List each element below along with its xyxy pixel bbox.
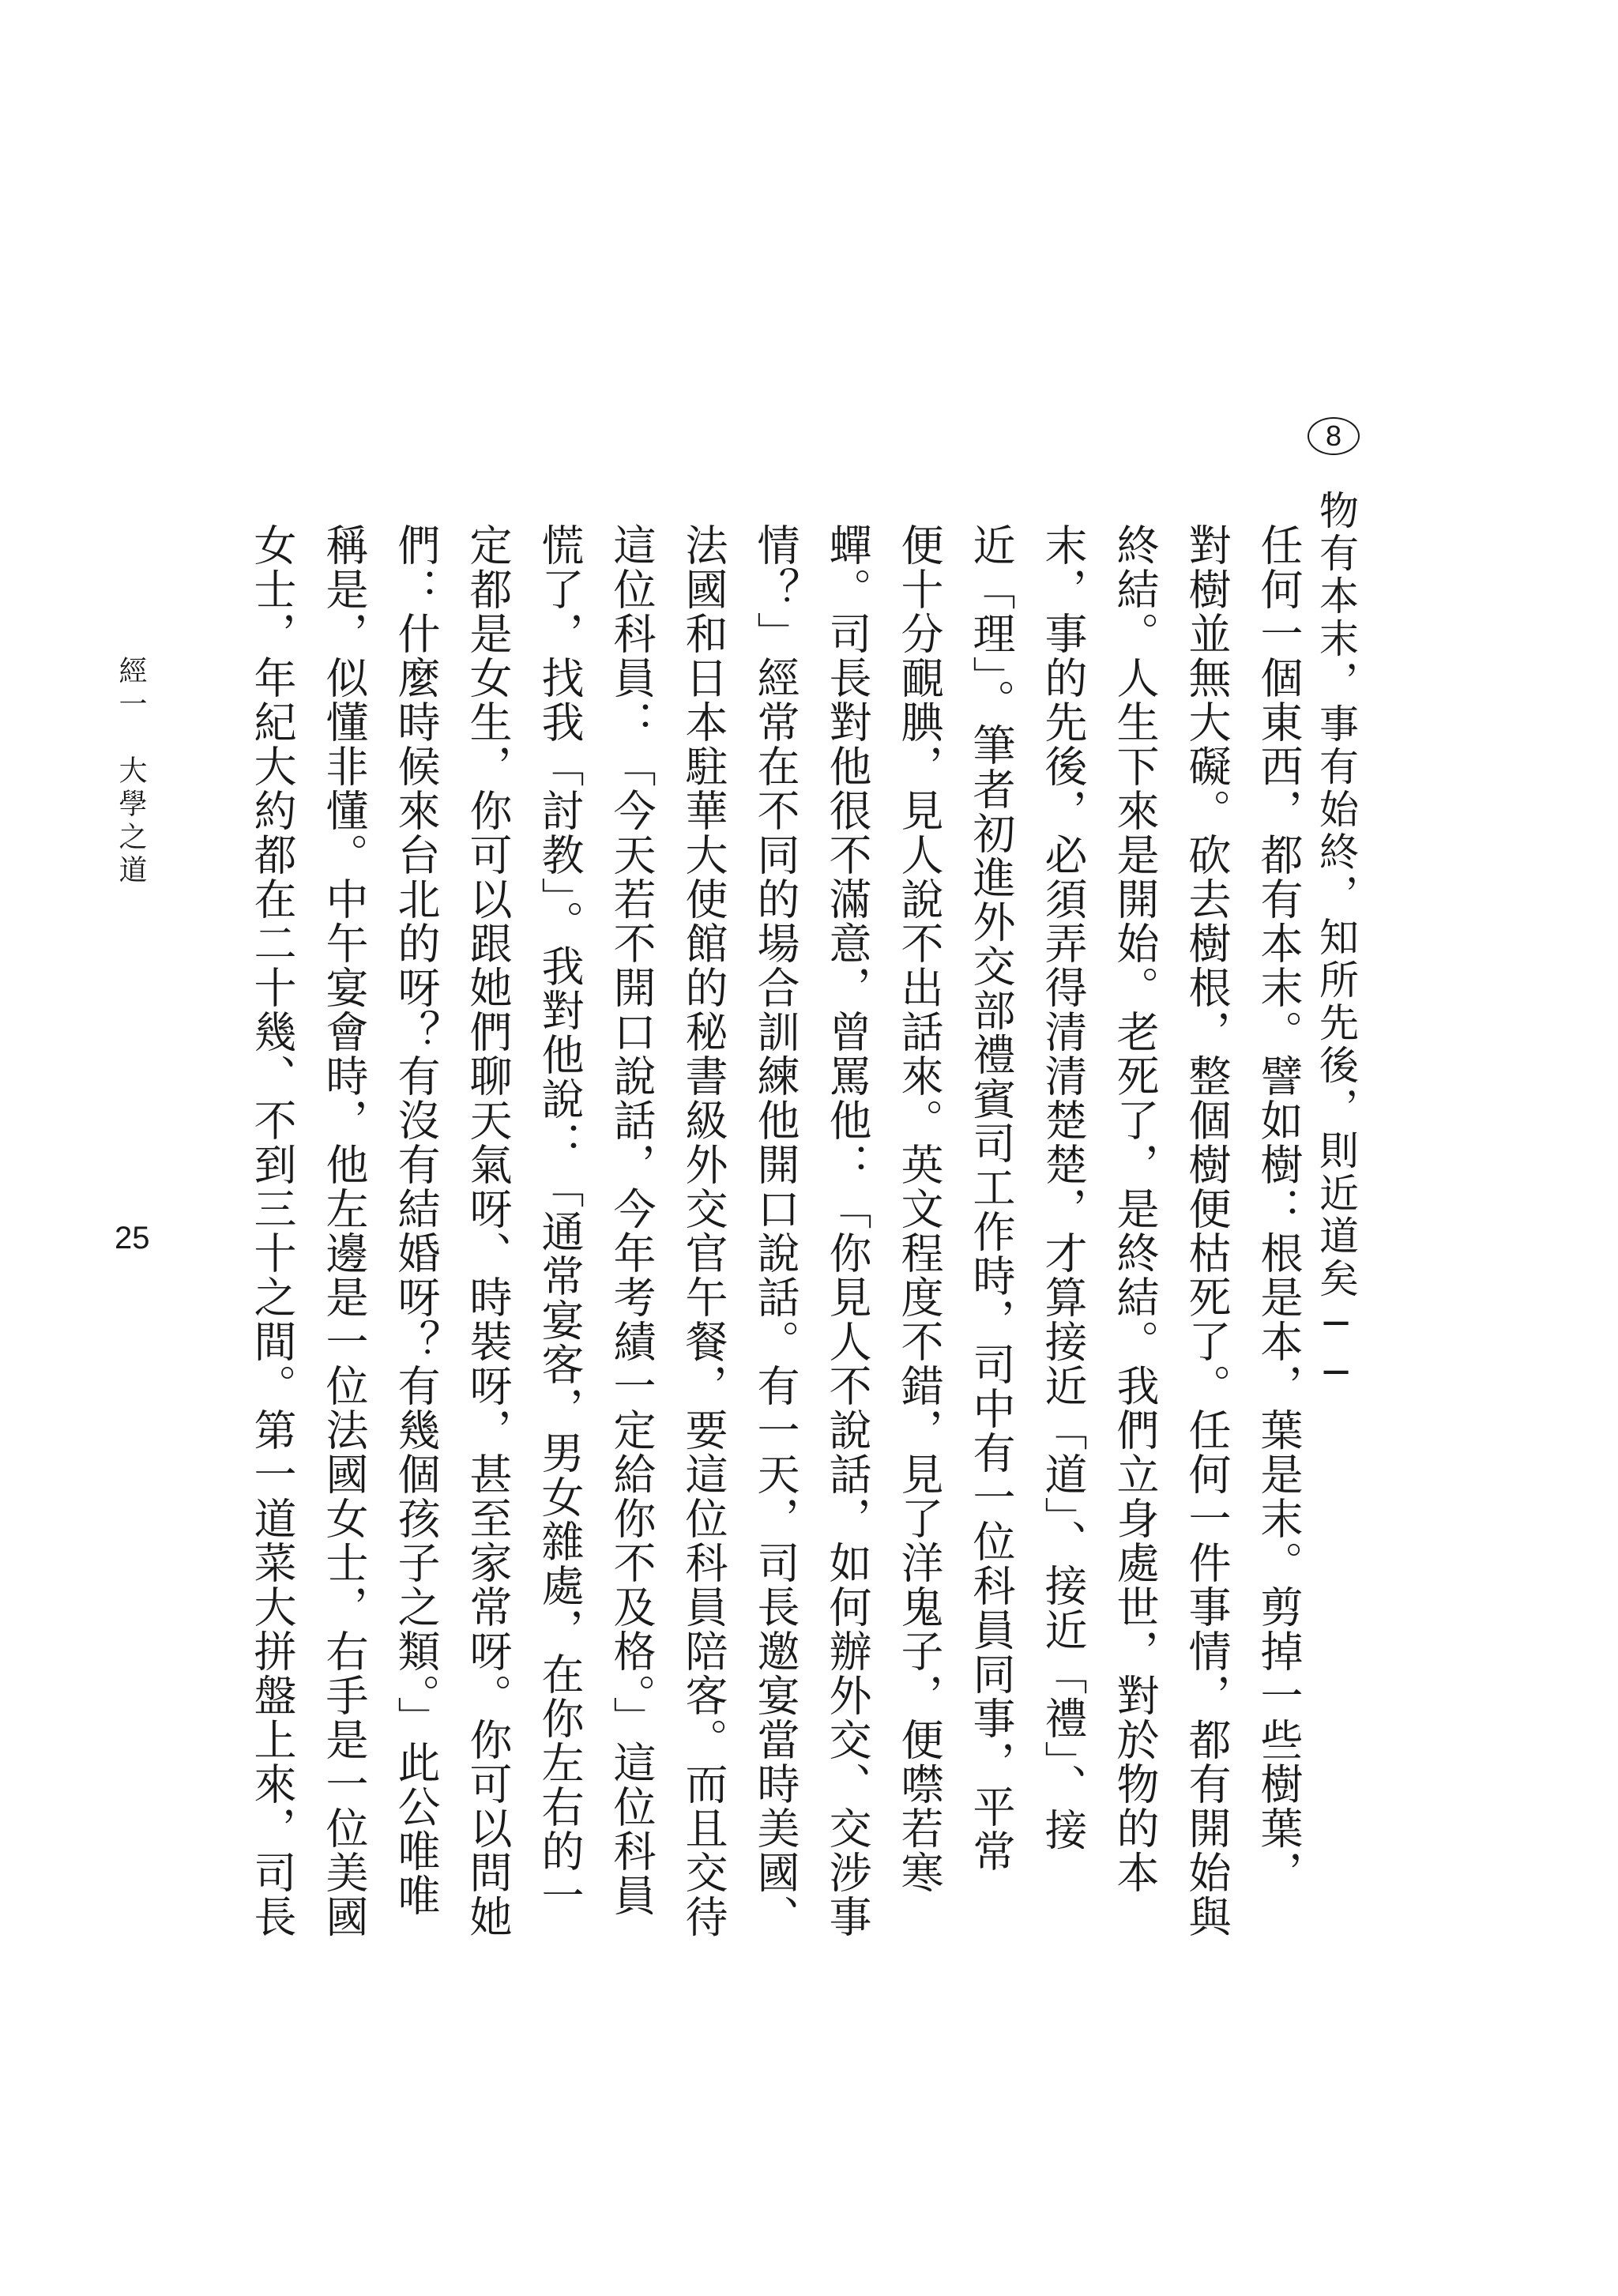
body-line: 末，事的先後，必須弄得清清楚楚，才算接近「道」、接近「禮」、接 xyxy=(1038,523,1088,1852)
page-number-text: 25 xyxy=(115,1221,150,1255)
body-line: 蟬。司長對他很不滿意，曾罵他：「你見人不說話，如何辦外交、交涉事 xyxy=(822,523,872,1939)
body-line: 便十分靦腆，見人說不出話來。英文程度不錯，見了洋鬼子，便噤若寒 xyxy=(894,523,944,1895)
body-line: 任何一個東西，都有本末。譬如樹：根是本，葉是末。剪掉一些樹葉， xyxy=(1254,523,1304,1895)
running-head: 經一 大學之道 xyxy=(115,656,147,888)
body-line: 法國和日本駐華大使館的秘書級外交官午餐，要這位科員陪客。而且交待 xyxy=(679,523,728,1939)
body-line: 定都是女生，你可以跟她們聊天氣呀、時裝呀，甚至家常呀。你可以問她 xyxy=(463,523,513,1939)
body-line: 情？」經常在不同的場合訓練他開口說話。有一天，司長邀宴當時美國、 xyxy=(751,523,800,1939)
body-line: 對樹並無大礙。砍去樹根，整個樹便枯死了。任何一件事情，都有開始與 xyxy=(1182,523,1232,1939)
body-line: 終結。人生下來是開始。老死了，是終結。我們立身處世，對於物的本 xyxy=(1110,523,1160,1895)
body-line: 們：什麼時候來台北的呀？有沒有結婚呀？有幾個孩子之類。」此公唯唯 xyxy=(391,523,441,1918)
body-line: 這位科員：「今天若不開口說話，今年考績一定給你不及格。」這位科員 xyxy=(607,523,657,1918)
note-number-badge xyxy=(1308,417,1360,455)
note-number: 8 xyxy=(1325,420,1342,452)
section-heading: 物有本末，事有始終，知所先後，則近道矣── xyxy=(1313,490,1359,1398)
page-number xyxy=(115,1221,150,1255)
body-line: 女士，年紀大約都在二十幾、不到三十之間。第一道菜大拼盤上來，司長 xyxy=(247,523,297,1939)
body-line: 近「理」。筆者初進外交部禮賓司工作時，司中有一位科員同事，平常 xyxy=(966,523,1016,1873)
body-line: 稱是，似懂非懂。中午宴會時，他左邊是一位法國女士，右手是一位美國 xyxy=(319,523,369,1939)
body-line: 慌了，找我「討教」。我對他說：「通常宴客，男女雜處，在你左右的一 xyxy=(535,523,585,1918)
